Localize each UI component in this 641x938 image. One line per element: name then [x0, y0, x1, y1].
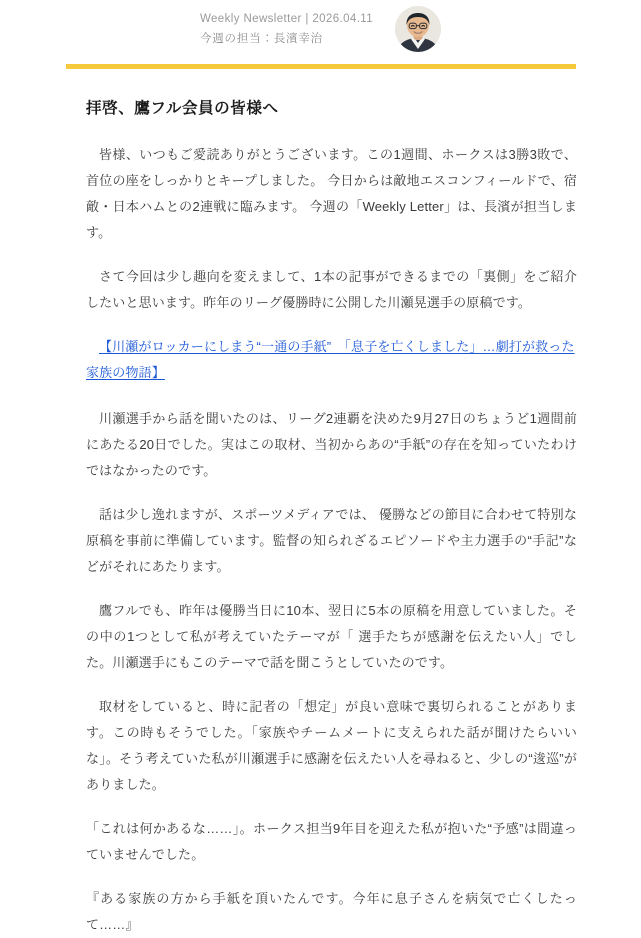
- article-body: [0, 69, 641, 938]
- divider-wrap: [0, 58, 641, 69]
- avatar-photo-icon: [395, 6, 441, 52]
- avatar: [395, 6, 441, 52]
- paragraph: 「これは何かあるな……」。ホークス担当9年目を迎えた私が抱いた“予感”は間違っていませんでした。: [86, 821, 577, 863]
- newsletter-label: Weekly Newsletter | 2026.04.11: [199, 13, 374, 26]
- header-text-block: [200, 10, 373, 47]
- paragraph: 話は少し逸れますが、スポーツメディアでは、 優勝などの節目に合わせて特別な原稿を事前に準備しています。監督の知られざるエピソードや主力選手の“手記”などがそれにあたります。: [86, 507, 577, 575]
- page-title: 拝啓、鷹フル会員の皆様へ: [86, 100, 279, 117]
- paragraph: 『ある家族の方から手紙を頂いたんです。今年に息子さんを病気で亡くしたって……』: [86, 891, 577, 933]
- article-link[interactable]: 【川瀬がロッカーにしまう“一通の手紙” 「息子を亡くしました」…劇打が救った家族の物語】: [86, 339, 575, 381]
- header-divider: [66, 64, 576, 69]
- header-inner: [200, 6, 441, 52]
- editor-line: 今週の担当：長濱幸治: [199, 33, 323, 45]
- paragraph: 取材をしていると、時に記者の「想定」が良い意味で裏切られることがあります。この時もそうでした。「家族やチームメートに支えられた話が聞けたらいいな」。そう考えていた私が川瀬選手に感謝を伝えたい人を尋ねると、少しの“逡巡”がありました。: [86, 699, 577, 793]
- paragraph: 鷹フルでも、昨年は優勝当日に10本、翌日に5本の原稿を用意していました。その中の1つとして私が考えていたテーマが「 選手たちが感謝を伝えたい人」でした。川瀬選手にもこのテーマで話を聞こうとしていたのです。: [86, 603, 577, 671]
- paragraph: さて今回は少し趣向を変えまして、1本の記事ができるまでの「裏側」をご紹介したいと思います。昨年のリーグ優勝時に公開した川瀬晃選手の原稿です。: [86, 269, 577, 311]
- paragraph: 皆様、いつもご愛読ありがとうございます。この1週間、ホークスは3勝3敗で、首位の座をしっかりとキープしました。 今日からは敵地エスコンフィールドで、宿敵・日本ハムとの2連戦に臨みます。 今週の「Weekly Letter」は、長濱が担当します。: [86, 147, 577, 241]
- paragraph: 川瀬選手から話を聞いたのは、リーグ2連覇を決めた9月27日のちょうど1週間前にあたる20日でした。実はこの取材、当初からあの“手紙”の存在を知っていたわけではなかったのです。: [86, 411, 577, 479]
- newsletter-header: [0, 0, 641, 58]
